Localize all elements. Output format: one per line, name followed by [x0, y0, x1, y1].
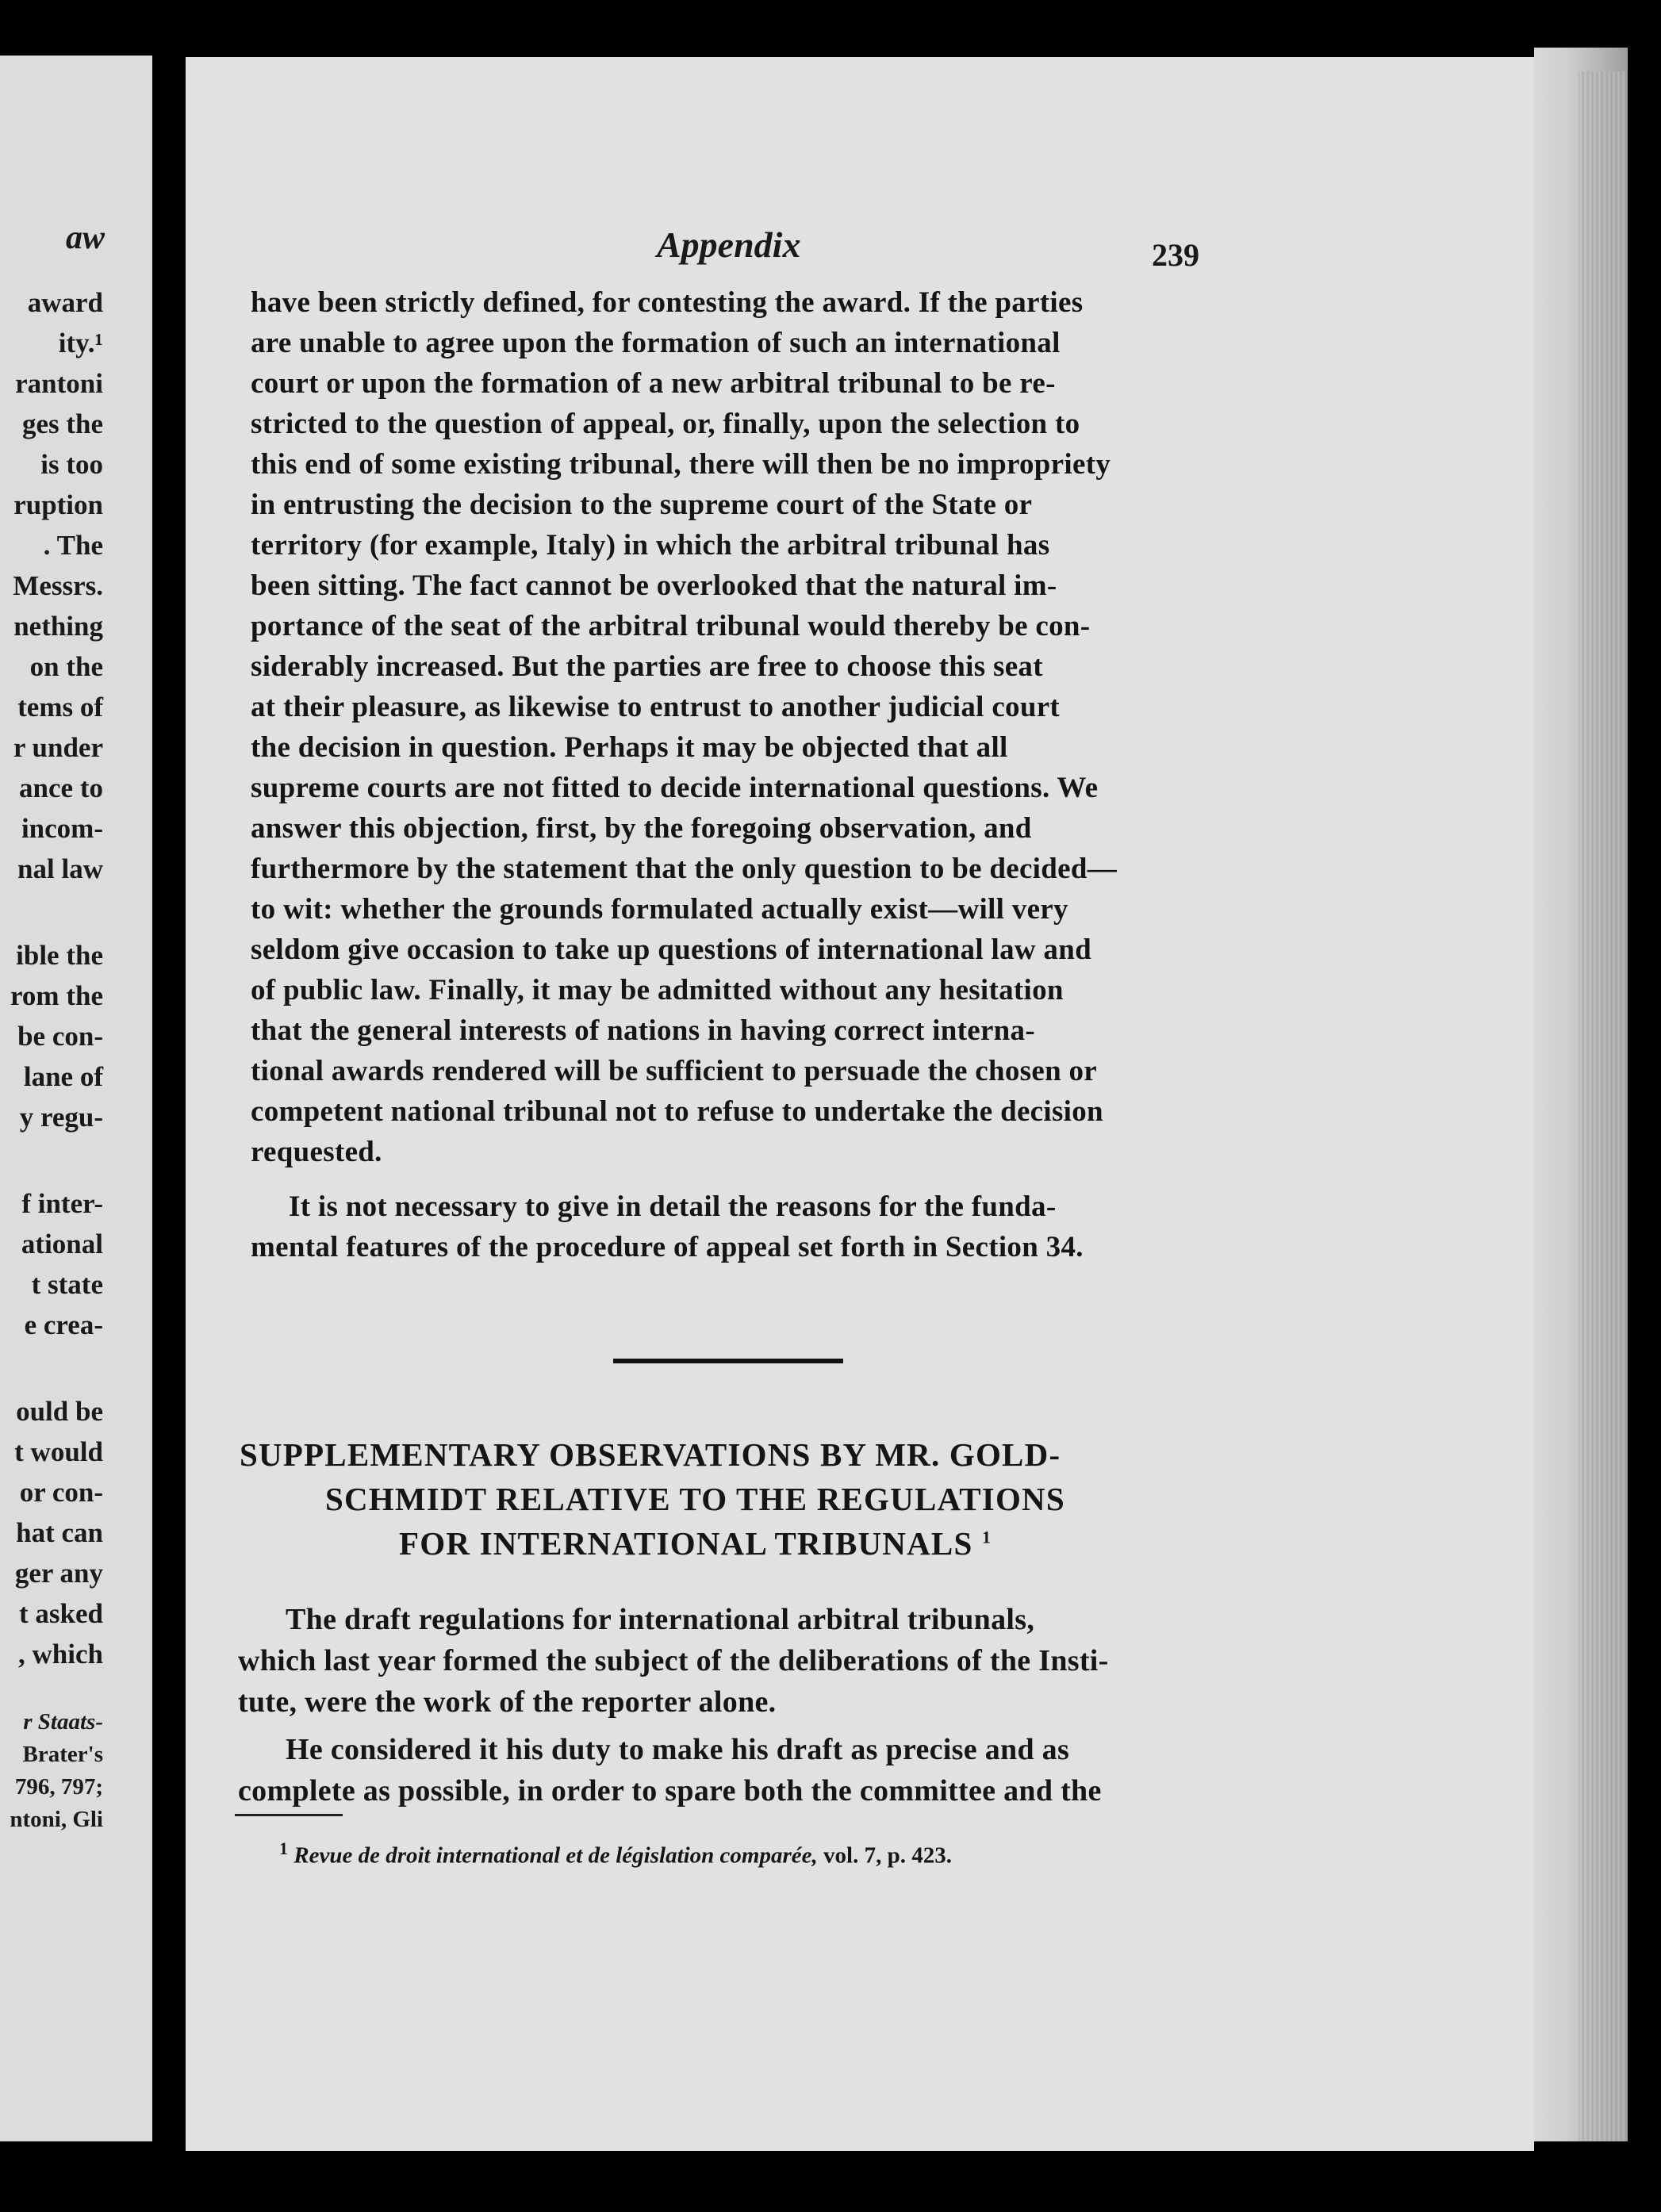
left-page-line: award — [27, 287, 103, 318]
body-line: stricted to the question of appeal, or, finally, upon the selection to — [251, 408, 1080, 440]
left-page-line: , which — [18, 1639, 103, 1670]
left-page-line: t would — [14, 1436, 103, 1467]
left-page-line: f inter- — [21, 1188, 103, 1219]
body-line: territory (for example, Italy) in which the arbitral tribunal has — [251, 529, 1050, 562]
body-line: of public law. Finally, it may be admitted without any hesitation — [251, 974, 1064, 1006]
body-line: siderably increased. But the parties are free to choose this seat — [251, 650, 1043, 683]
body-line: complete as possible, in order to spare both the committee and the — [238, 1774, 1102, 1808]
left-page-line: . The — [43, 530, 103, 561]
left-page-header-fragment: aw — [65, 220, 105, 256]
left-page-footnote-line: ntoni, Gli — [10, 1807, 103, 1832]
left-page-footnote-line: 796, 797; — [14, 1774, 103, 1800]
left-page-line: nal law — [17, 853, 103, 884]
section-heading-line: SCHMIDT RELATIVE TO THE REGULATIONS — [325, 1481, 1065, 1517]
left-page-line: ould be — [16, 1396, 103, 1427]
left-page-line: incom- — [21, 813, 103, 844]
body-line: tional awards rendered will be sufficient to persuade the chosen or — [251, 1055, 1098, 1087]
body-line: the decision in question. Perhaps it may be objected that all — [251, 731, 1008, 764]
body-line: supreme courts are not fitted to decide international questions. We — [251, 772, 1099, 804]
left-page-line: t asked — [19, 1598, 103, 1629]
left-page-line: nething — [13, 611, 103, 642]
body-line: answer this objection, first, by the foregoing observation, and — [251, 812, 1032, 845]
section-heading-line: SUPPLEMENTARY OBSERVATIONS BY MR. GOLD- — [240, 1436, 1061, 1473]
body-line: been sitting. The fact cannot be overlooked that the natural im- — [251, 569, 1057, 602]
body-line: The draft regulations for international arbitral tribunals, — [286, 1603, 1035, 1636]
left-page-line: Messrs. — [13, 570, 103, 601]
left-page-line: on the — [29, 651, 103, 682]
body-line: He considered it his duty to make his draft as precise and as — [286, 1733, 1070, 1766]
body-line: have been strictly defined, for contesting the award. If the parties — [251, 286, 1084, 319]
footnote-marker: 1 — [981, 1527, 992, 1547]
body-line: are unable to agree upon the formation of such an international — [251, 327, 1061, 359]
left-page-line: hat can — [16, 1517, 103, 1548]
left-page-line: rom the — [10, 980, 103, 1011]
left-page-footnote-line: r Staats- — [23, 1709, 103, 1735]
body-line: to wit: whether the grounds formulated actually exist—will very — [251, 893, 1068, 926]
left-page-line: or con- — [19, 1477, 103, 1508]
left-page-line: r under — [13, 732, 103, 763]
body-line: in entrusting the decision to the supreme court of the State or — [251, 489, 1033, 521]
running-head-title: Appendix — [657, 224, 801, 265]
left-page-line: ational — [21, 1229, 103, 1259]
left-page-line: rantoni — [15, 368, 103, 399]
footnote — [279, 1838, 952, 1869]
body-line: furthermore by the statement that the only question to be decided— — [251, 853, 1118, 885]
body-line: at their pleasure, as likewise to entrust to another judicial court — [251, 691, 1061, 723]
body-line: mental features of the procedure of appeal set forth in Section 34. — [251, 1231, 1084, 1263]
left-page-line: ible the — [16, 940, 103, 971]
body-line: seldom give occasion to take up questions of international law and — [251, 933, 1091, 966]
section-heading-line: FOR INTERNATIONAL TRIBUNALS $^1$ — [399, 1525, 992, 1562]
body-line: court or upon the formation of a new arbitral tribunal to be re- — [251, 367, 1056, 400]
left-page-line: ruption — [13, 489, 103, 520]
left-page-line: t state — [31, 1269, 103, 1300]
left-page-line: is too — [40, 449, 103, 480]
left-page-line: ity.¹ — [58, 328, 103, 358]
body-line: portance of the seat of the arbitral tribunal would thereby be con- — [251, 610, 1091, 642]
body-line: It is not necessary to give in detail the reasons for the funda- — [289, 1190, 1057, 1223]
left-page-line: y regu- — [19, 1102, 103, 1133]
body-line: that the general interests of nations in having correct interna- — [251, 1014, 1035, 1047]
body-line: competent national tribunal not to refuse to undertake the decision — [251, 1095, 1103, 1128]
body-line: this end of some existing tribunal, there will then be no impropriety — [251, 448, 1111, 481]
footnote-rule — [235, 1814, 343, 1816]
footnote-citation: vol. 7, p. 423. — [817, 1842, 952, 1869]
body-line: tute, were the work of the reporter alone. — [238, 1685, 777, 1719]
previous-page-strip — [0, 56, 152, 2141]
footnote-marker: 1 — [279, 1838, 288, 1858]
footnote-source-title: Revue de droit international et de législation comparée, — [293, 1842, 818, 1869]
section-separator-rule — [613, 1359, 843, 1363]
body-line: which last year formed the subject of the deliberations of the Insti- — [238, 1644, 1109, 1677]
left-page-footnote-line: Brater's — [22, 1742, 103, 1767]
page-number: 239 — [1152, 237, 1199, 273]
page-edge-texture — [1579, 71, 1626, 2141]
left-page-line: lane of — [23, 1061, 103, 1092]
left-page-line: be con- — [17, 1021, 103, 1052]
body-line: requested. — [251, 1136, 382, 1168]
left-page-line: e crea- — [24, 1309, 103, 1340]
left-page-line: ance to — [19, 772, 103, 803]
left-page-line: ges the — [21, 408, 103, 439]
left-page-line: ger any — [14, 1558, 103, 1589]
left-page-line: tems of — [17, 692, 103, 723]
